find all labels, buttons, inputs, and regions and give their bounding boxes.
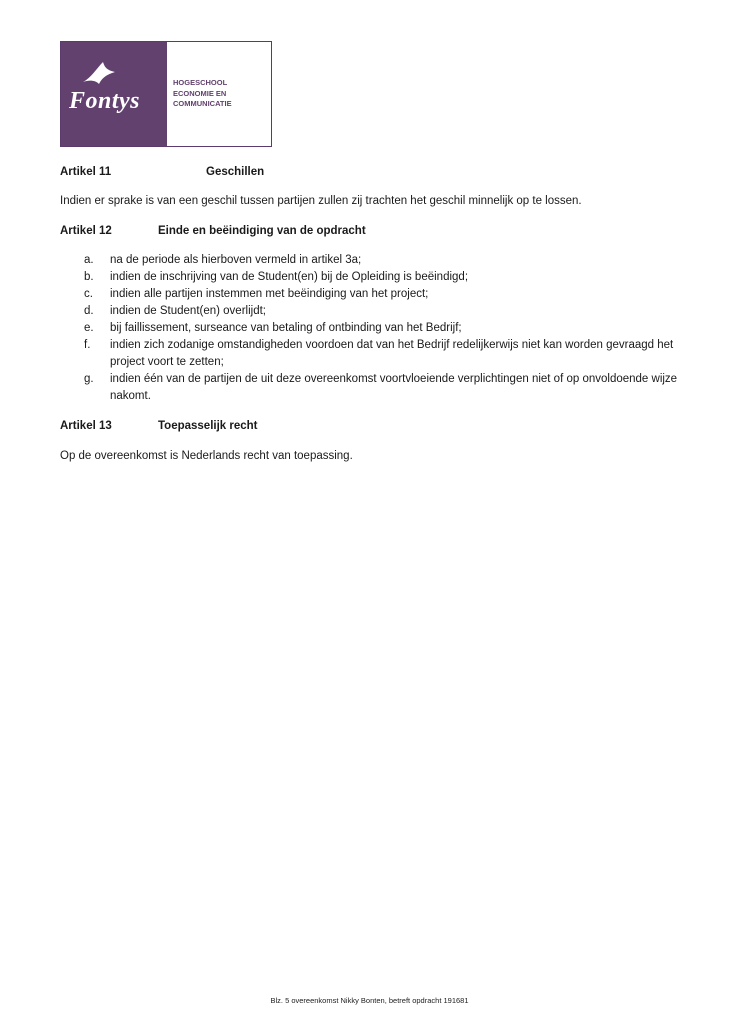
list-item-text: bij faillissement, surseance van betaling of ontbinding van het Bedrijf;: [110, 322, 462, 334]
list-item-letter: g.: [84, 373, 94, 385]
list-item: [84, 252, 684, 269]
list-item-text: indien alle partijen instemmen met beëindiging van het project;: [110, 288, 429, 300]
list-item-text: indien de Student(en) overlijdt;: [110, 305, 266, 317]
bird-icon: [81, 58, 121, 90]
logo-wordmark: Fontys: [69, 88, 141, 114]
logo-school-line: COMMUNICATIE: [173, 99, 232, 109]
list-item: [84, 337, 684, 371]
logo-brand-panel: [61, 42, 167, 146]
list-item-text: indien zich zodanige omstandigheden voordoen dat van het Bedrijf redelijkerwijs niet kan worden gevraagd het project voort te zetten;: [110, 339, 674, 368]
list-item: [84, 269, 684, 286]
list-item-text: na de periode als hierboven vermeld in artikel 3a;: [110, 254, 362, 266]
list-item-text: indien de inschrijving van de Student(en) bij de Opleiding is beëindigd;: [110, 271, 469, 283]
list-item-letter: c.: [84, 288, 93, 300]
article-11-heading: [60, 166, 265, 178]
list-item-letter: b.: [84, 271, 94, 283]
list-item: [84, 320, 684, 337]
list-item-letter: d.: [84, 305, 94, 317]
termination-list: [84, 252, 684, 405]
article-13-text: Op de overeenkomst is Nederlands recht van toepassing.: [60, 450, 353, 462]
list-item-letter: f.: [84, 339, 91, 351]
list-item-text: indien één van de partijen de uit deze overeenkomst voortvloeiende verplichtingen niet of op onvoldoende wijze nakomt.: [110, 373, 678, 402]
list-item: [84, 303, 684, 320]
article-11-title: Geschillen: [206, 166, 265, 178]
list-item-letter: a.: [84, 254, 94, 266]
list-item: [84, 371, 684, 405]
logo-school-line: HOGESCHOOL: [173, 78, 228, 88]
logo-school-name: [173, 78, 232, 110]
page-footer: Blz. 5 overeenkomst Nikky Bonten, betreft opdracht 191681: [270, 996, 469, 1005]
logo-school-line: ECONOMIE EN: [173, 88, 227, 98]
list-item: [84, 286, 684, 303]
article-11-text: Indien er sprake is van een geschil tussen partijen zullen zij trachten het geschil minnelijk op te lossen.: [60, 195, 582, 207]
article-13-heading: [60, 420, 258, 432]
article-12-heading: [60, 225, 366, 237]
logo-school-panel: [167, 42, 271, 146]
list-item-letter: e.: [84, 322, 94, 334]
article-11-number: Artikel 11: [60, 166, 112, 178]
article-13-title: Toepasselijk recht: [158, 420, 258, 432]
article-12-title: Einde en beëindiging van de opdracht: [158, 225, 366, 237]
article-12-number: Artikel 12: [60, 225, 112, 237]
fontys-logo: [60, 41, 272, 147]
article-13-number: Artikel 13: [60, 420, 112, 432]
